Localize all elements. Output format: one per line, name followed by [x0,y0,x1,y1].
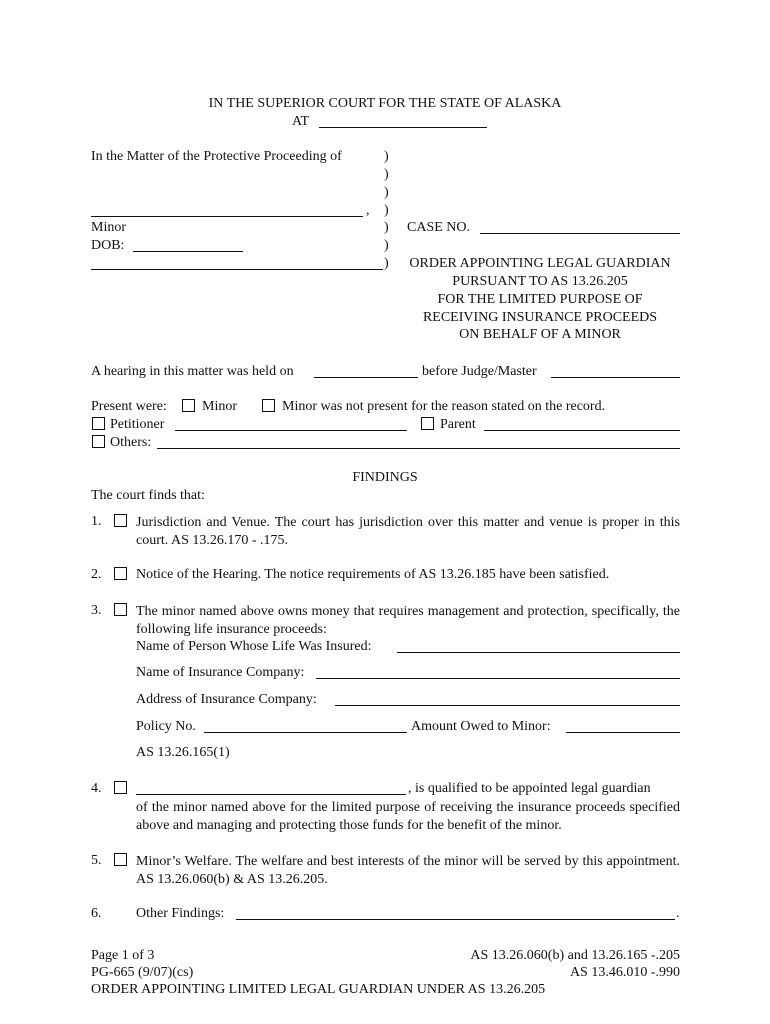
finding-number: 6. [91,906,102,921]
caption-paren: ) [384,185,389,200]
finding-4-checkbox[interactable] [114,781,127,794]
findings-intro: The court finds that: [91,488,205,503]
minor-label: Minor [91,220,126,235]
others-label: Others: [110,435,152,450]
policy-label: Policy No. [136,719,196,734]
guardian-name-field[interactable] [136,794,406,795]
finding-2-checkbox[interactable] [114,567,127,580]
page-number: Page 1 of 3 [91,948,155,963]
address-label: Address of Insurance Company: [136,692,317,707]
petitioner-name-field[interactable] [175,430,407,431]
minor-absent-label: Minor was not present for the reason stated on the record. [282,399,606,414]
caption-paren: ) [384,149,389,164]
at-location-field[interactable] [319,127,487,128]
caption-bottom-rule [91,269,383,270]
order-title-line: PURSUANT TO AS 13.26.205 [452,274,628,289]
findings-heading: FINDINGS [352,470,418,485]
other-findings-label: Other Findings: [136,906,225,921]
footer-statute: AS 13.46.010 -.990 [569,965,680,980]
order-title-line: ORDER APPOINTING LEGAL GUARDIAN [409,256,671,271]
petitioner-label: Petitioner [110,417,165,432]
case-no-label: CASE NO. [407,220,471,235]
order-title-line: RECEIVING INSURANCE PROCEEDS [422,310,658,325]
finding-4-continuation: of the minor named above for the limited purpose of receiving the insurance proceeds specified above and managing and protecting those funds for the benefit of the minor. [136,800,680,833]
finding-1-text: Jurisdiction and Venue. The court has jurisdiction over this matter and venue is proper in this court. AS 13.26.170 - .175. [136,515,680,548]
policy-number-field[interactable] [204,732,407,733]
minor-name-field[interactable] [91,216,363,217]
court-title: IN THE SUPERIOR COURT FOR THE STATE OF ALASKA [208,96,562,111]
present-label: Present were: [91,399,167,414]
finding-3-checkbox[interactable] [114,603,127,616]
caption-paren: ) [384,220,389,235]
finding-2-text: Notice of the Hearing. The notice requirements of AS 13.26.185 have been satisfied. [136,567,610,582]
finding-5-text: Minor’s Welfare. The welfare and best interests of the minor will be served by this appointment. AS 13.26.060(b) & AS 13.26.205. [136,854,680,887]
caption-paren: ) [384,238,389,253]
caption-paren: ) [384,203,389,218]
order-title-line: FOR THE LIMITED PURPOSE OF [437,292,643,307]
statute-ref: AS 13.26.165(1) [136,745,230,760]
dob-field[interactable] [133,251,243,252]
finding-number: 2. [91,567,102,582]
case-no-field[interactable] [480,233,680,234]
finding-number: 3. [91,603,102,618]
other-findings-period: . [676,906,680,921]
hearing-label: A hearing in this matter was held on [91,364,294,379]
form-number: PG-665 (9/07)(cs) [91,965,194,980]
amount-label: Amount Owed to Minor: [411,719,551,734]
judge-name-field[interactable] [551,377,680,378]
hearing-date-field[interactable] [314,377,418,378]
company-label: Name of Insurance Company: [136,665,305,680]
amount-owed-field[interactable] [566,732,680,733]
parent-name-field[interactable] [484,430,680,431]
at-label: AT [292,114,310,129]
footer-statute: AS 13.26.060(b) and 13.26.165 -.205 [470,948,680,963]
insured-name-field[interactable] [397,652,680,653]
finding-4-text: , is qualified to be appointed legal guardian [408,781,651,796]
company-name-field[interactable] [316,678,680,679]
caption-paren: ) [384,167,389,182]
finding-number: 1. [91,514,102,529]
finding-1-checkbox[interactable] [114,514,127,527]
finding-number: 4. [91,781,102,796]
matter-label: In the Matter of the Protective Proceeding of [91,149,342,164]
finding-number: 5. [91,853,102,868]
minor-name-comma: , [366,203,370,218]
petitioner-checkbox[interactable] [92,417,105,430]
minor-present-label: Minor [202,399,237,414]
others-field[interactable] [157,448,680,449]
company-address-field[interactable] [335,705,680,706]
insured-label: Name of Person Whose Life Was Insured: [136,639,372,654]
other-findings-field[interactable] [236,919,675,920]
order-title-line: ON BEHALF OF A MINOR [459,327,621,342]
caption-paren: ) [384,256,389,271]
parent-checkbox[interactable] [421,417,434,430]
judge-label: before Judge/Master [422,364,537,379]
minor-absent-checkbox[interactable] [262,399,275,412]
dob-label: DOB: [91,238,125,253]
footer-title: ORDER APPOINTING LIMITED LEGAL GUARDIAN UNDER AS 13.26.205 [91,982,546,997]
parent-label: Parent [440,417,476,432]
others-checkbox[interactable] [92,435,105,448]
minor-present-checkbox[interactable] [182,399,195,412]
finding-5-checkbox[interactable] [114,853,127,866]
finding-3-text: The minor named above owns money that requires management and protection, specifically, the following life insurance proceeds: [136,604,680,637]
